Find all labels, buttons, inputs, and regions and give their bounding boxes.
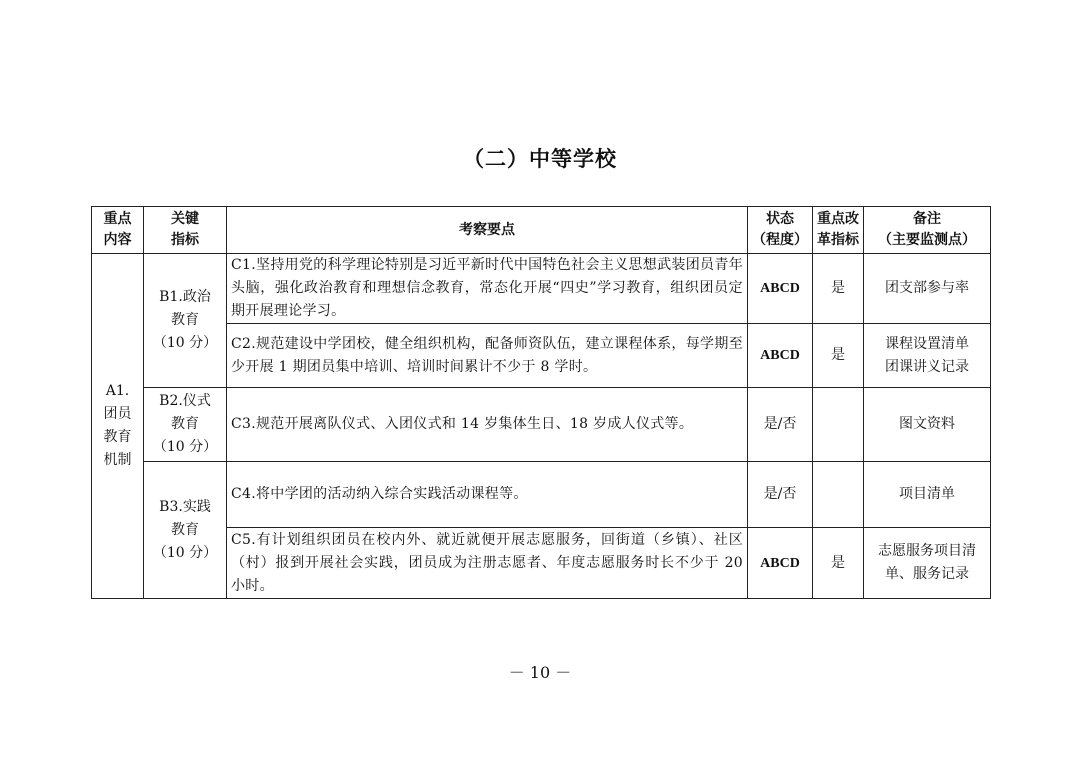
page-number: － 10 － [508,663,572,682]
inspection-point-c1: C1.坚持用党的科学理论特别是习近平新时代中国特色社会主义思想武装团员青年头脑，强化政治教育和理想信念教育，常态化开展“四史”学习教育，组织团员定期开展理论学习。 [227,254,748,324]
status-c5: ABCD [748,528,813,599]
page-title: （二）中等学校 [463,147,617,171]
table-row [92,254,991,324]
status-c3: 是/否 [748,388,813,462]
header-status: 状态 （程度） [748,207,813,254]
table-row [92,324,991,388]
note-c2: 课程设置清单 团课讲义记录 [864,324,991,388]
note-c4: 项目清单 [864,462,991,528]
key-indicator-b3: B3.实践 教育 （10 分） [144,462,227,599]
status-c4: 是/否 [748,462,813,528]
inspection-point-c3: C3.规范开展离队仪式、入团仪式和 14 岁集体生日、18 岁成人仪式等。 [227,388,748,462]
inspection-point-c2: C2.规范建设中学团校，健全组织机构，配备师资队伍，建立课程体系，每学期至少开展 1 期团员集中培训、培训时间累计不少于 8 学时。 [227,324,748,388]
key-reform-c5: 是 [813,528,864,599]
note-c3: 图文资料 [864,388,991,462]
table-row [92,528,991,599]
header-row [92,207,991,254]
header-key-reform: 重点改 革指标 [813,207,864,254]
key-indicator-b1: B1.政治 教育 （10 分） [144,254,227,388]
key-reform-c2: 是 [813,324,864,388]
key-reform-c4 [813,462,864,528]
note-c5: 志愿服务项目清 单、服务记录 [864,528,991,599]
status-c1: ABCD [748,254,813,324]
key-reform-c1: 是 [813,254,864,324]
evaluation-table [91,206,991,599]
table-row [92,388,991,462]
header-key-indicator: 关键 指标 [144,207,227,254]
key-indicator-b2: B2.仪式 教育 （10 分） [144,388,227,462]
key-reform-c3 [813,388,864,462]
header-focus-content: 重点 内容 [92,207,144,254]
inspection-point-c5: C5.有计划组织团员在校内外、就近就便开展志愿服务，回街道（乡镇）、社区（村）报到开展社会实践，团员成为注册志愿者、年度志愿服务时长不少于 20 小时。 [227,528,748,599]
header-inspection-points: 考察要点 [227,207,748,254]
status-c2: ABCD [748,324,813,388]
note-c1: 团支部参与率 [864,254,991,324]
table-row [92,462,991,528]
focus-content-a1: A1. 团员 教育 机制 [92,254,144,599]
header-notes: 备注 （主要监测点） [864,207,991,254]
inspection-point-c4: C4.将中学团的活动纳入综合实践活动课程等。 [227,462,748,528]
